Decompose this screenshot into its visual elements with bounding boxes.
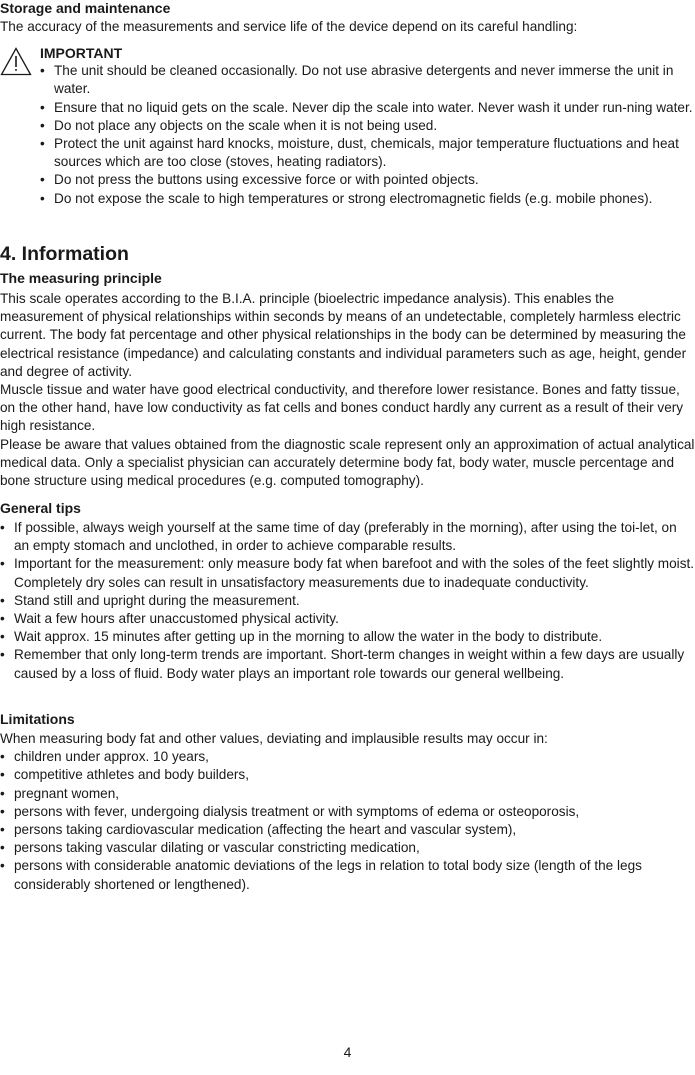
storage-heading: Storage and maintenance (0, 0, 171, 16)
list-item: • Protect the unit against hard knocks, moisture, dust, chemicals, major temperature fluctuations and heat sources which are too close (stoves, heating radiators). (40, 135, 695, 171)
list-item: • Stand still and upright during the measurement. (0, 592, 695, 610)
list-item: • persons taking cardiovascular medication (affecting the heart and vascular system), (0, 821, 695, 839)
list-item (0, 555, 695, 591)
list-item: • Do not expose the scale to high temperatures or strong electromagnetic fields (e.g. mobile phones). (40, 190, 695, 208)
limitations-section (0, 710, 695, 894)
limitations-list (0, 748, 695, 894)
list-item-continuation: Completely dry soles can result in unsatisfactory measurements due to inadequate conductivity. (14, 574, 589, 590)
list-item: • persons with fever, undergoing dialysis treatment or with symptoms of edema or osteoporosis, (0, 803, 695, 821)
limitations-heading: Limitations (0, 711, 75, 727)
list-item: • pregnant women, (0, 785, 695, 803)
important-label: IMPORTANT (40, 45, 123, 62)
list-item: • Wait a few hours after unaccustomed physical activity. (0, 610, 695, 628)
general-tips-section (0, 499, 695, 683)
list-item: • competitive athletes and body builders, (0, 766, 695, 784)
list-item: • The unit should be cleaned occasionally. Do not use abrasive detergents and never immerse the unit in water. (40, 62, 695, 98)
general-tips-list (0, 519, 695, 683)
storage-list (40, 62, 695, 208)
important-notice (0, 44, 695, 208)
principle-heading: The measuring principle (0, 270, 162, 286)
storage-section (0, 0, 695, 208)
principle-paragraph: This scale operates according to the B.I.A. principle (bioelectric impedance analysis). This enables the measurement of physical relationships within seconds by means of an undetectable, completely harmless electric current. The body fat percentage and other physical relationships in the body can be determined by measuring the electrical resistance (impedance) and calculating constants and individual parameters such as age, height, gender and degree of activity. (0, 291, 687, 379)
information-section (0, 242, 695, 490)
list-item: • children under approx. 10 years, (0, 748, 695, 766)
limitations-intro: When measuring body fat and other values, deviating and implausible results may occur in: (0, 731, 548, 746)
principle-paragraph: Please be aware that values obtained from the diagnostic scale represent only an approximation of actual analytical medical data. Only a specialist physician can accurately determine body fat, body water, muscle percentage and bone structure using medical procedures (e.g. computed tomography). (0, 436, 695, 489)
list-item: • Remember that only long-term trends are important. Short-term changes in weight within a few days are usually caused by a loss of fluid. Body water plays an important role towards our general wellbeing. (0, 646, 695, 682)
list-item: • persons taking vascular dilating or vascular constricting medication, (0, 839, 695, 857)
list-item-text: Important for the measurement: only measure body fat when barefoot and with the soles of the feet slightly moist. (14, 556, 695, 572)
information-heading: 4. Information (0, 243, 129, 265)
general-tips-heading: General tips (0, 500, 81, 516)
list-item: • Do not place any objects on the scale when it is not being used. (40, 117, 695, 135)
list-item: • Do not press the buttons using excessive force or with pointed objects. (40, 171, 695, 189)
list-item: • Wait approx. 15 minutes after getting up in the morning to allow the water in the body to distribute. (0, 628, 695, 646)
list-item: • persons with considerable anatomic deviations of the legs in relation to total body size (length of the legs considerably shortened or lengthened). (0, 857, 695, 893)
principle-paragraph: Muscle tissue and water have good electrical conductivity, and therefore lower resistance. Bones and fatty tissue, on the other hand, have low conductivity as fat cells and bones conduct hardly any current as a result of their very high resistance. (0, 382, 684, 434)
list-item: • Ensure that no liquid gets on the scale. Never dip the scale into water. Never wash it under run-ning water. (40, 99, 695, 117)
storage-intro: The accuracy of the measurements and service life of the device depend on its careful handling: (0, 19, 578, 34)
warning-triangle-icon (0, 47, 32, 76)
page-number: 4 (343, 1044, 352, 1060)
list-item: • If possible, always weigh yourself at the same time of day (preferably in the morning), after using the toi-let, on an empty stomach and unclothed, in order to achieve comparable results. (0, 519, 695, 555)
